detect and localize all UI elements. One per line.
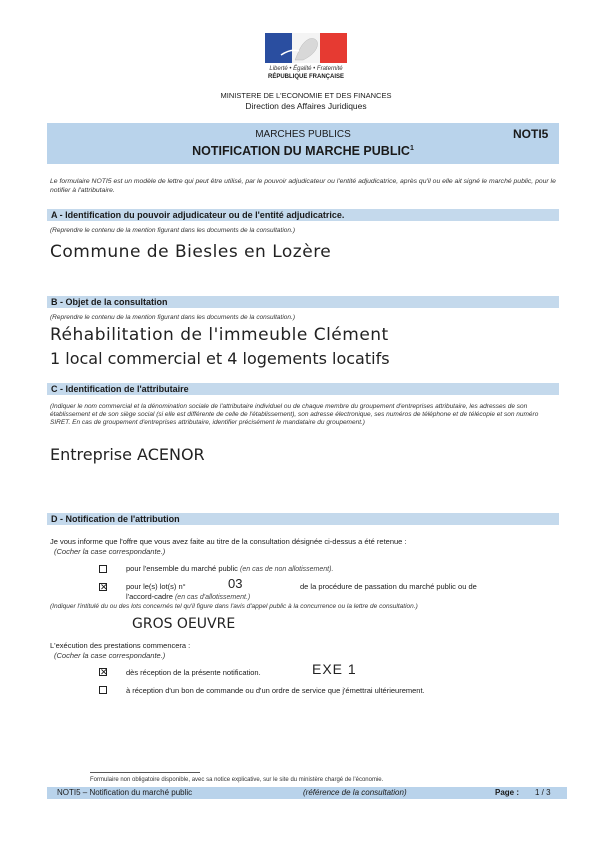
section-c-header: C - Identification de l'attributaire [47, 383, 559, 395]
section-a-note: (Reprendre le contenu de la mention figurant dans les documents de la consultation.) [50, 227, 295, 234]
ministry-name: MINISTERE DE L'ECONOMIE ET DES FINANCES [220, 91, 392, 100]
section-b-note: (Reprendre le contenu de la mention figurant dans les documents de la consultation.) [50, 314, 295, 321]
option2-accord: l'accord-cadre [126, 592, 173, 601]
footnote-text: Formulaire non obligatoire disponible, avec sa notice explicative, sur le site du ministère chargé de l'économie. [90, 777, 384, 783]
option-lots-label-a: pour le(s) lot(s) n° [126, 582, 186, 591]
exec-on-notification-checkbox[interactable]: ✕ [100, 667, 108, 677]
footer-reference: (référence de la consultation) [303, 788, 407, 797]
footer-page-value: 1 / 3 [535, 788, 551, 797]
republic-motto: Liberté • Égalité • Fraternité [269, 66, 343, 72]
title-block [47, 123, 559, 164]
footer-page-label: Page : [495, 788, 520, 797]
republic-logo [265, 33, 347, 63]
exec-handwriting: EXE 1 [312, 661, 357, 677]
option-whole-market-label [126, 564, 333, 574]
option2-note: (en cas d'allotissement.) [174, 594, 251, 601]
republic-name: RÉPUBLIQUE FRANÇAISE [267, 74, 344, 80]
option-lots-label-b: de la procédure de passation du marché public ou de [300, 582, 477, 591]
footer-form-title: NOTI5 – Notification du marché public [57, 788, 193, 797]
option-lots-number: 03 [228, 576, 243, 591]
option1-text: pour l'ensemble du marché public [126, 564, 238, 573]
section-a-header: A - Identification du pouvoir adjudicateur ou de l'entité adjudicatrice. [47, 209, 559, 221]
execution-note: (Cocher la case correspondante.) [54, 651, 166, 660]
section-a-handwriting: Commune de Biesles en Lozère [50, 242, 332, 262]
section-d-intro: Je vous informe que l'offre que vous avez faite au titre de la consultation désignée ci-dessus a été retenue : [50, 537, 407, 546]
footer-bar [47, 787, 567, 799]
title-text: NOTIFICATION DU MARCHE PUBLIC [192, 144, 410, 158]
option-whole-market-checkbox[interactable] [99, 565, 107, 573]
option-lots-checkbox[interactable]: ✕ [100, 582, 108, 592]
exec-on-order-label: à réception d'un bon de commande ou d'un ordre de service que j'émettrai ultérieurement. [126, 686, 425, 695]
section-c-handwriting: Entreprise ACENOR [50, 445, 205, 464]
form-code: NOTI5 [513, 127, 549, 141]
execution-intro: L'exécution des prestations commencera : [50, 641, 191, 650]
section-c-note: (Indiquer le nom commercial et la dénomination sociale de l'attributaire individuel ou de chaque membre du groupement d'entreprises attributaire, les adresses de son établissement et de son siège social (si elle est différente de celle de l'établissement), son adresse électronique, ses numéros de téléphone et de télécopie et son numéro SIRET. En cas de groupement d'entreprises attributaire, identifier précisément le mandataire du groupement.) [50, 403, 539, 426]
section-d-intro-note: (Cocher la case correspondante.) [54, 547, 166, 556]
direction-name: Direction des Affaires Juridiques [245, 101, 367, 111]
section-b-header: B - Objet de la consultation [47, 296, 559, 308]
intro-text: Le formulaire NOTI5 est un modèle de lettre qui peut être utilisé, par le pouvoir adjudicateur ou l'entité adjudicatrice, après qu'il ou elle ait signé le marché public, pour le notifier à l'attributaire. [50, 178, 556, 194]
exec-on-order-checkbox[interactable] [99, 686, 107, 694]
section-d-header: D - Notification de l'attribution [47, 513, 559, 525]
category-label: MARCHES PUBLICS [255, 129, 351, 140]
footnote-divider [90, 772, 200, 773]
page-title [47, 144, 559, 158]
section-b-handwriting-line1: Réhabilitation de l'immeuble Clément [50, 325, 389, 345]
option-lots-label-c [126, 592, 250, 602]
section-b-handwriting-line2: 1 local commercial et 4 logements locatifs [50, 349, 390, 368]
lot-note: (Indiquer l'intitulé du ou des lots concernés tel qu'il figure dans l'avis d'appel public à la concurrence ou la lettre de consultation.) [50, 603, 418, 610]
title-footnote-mark: 1 [409, 144, 414, 152]
exec-on-notification-label: dès réception de la présente notification. [126, 668, 261, 677]
lot-handwriting: GROS OEUVRE [132, 616, 236, 632]
option1-note: (en cas de non allotissement). [240, 566, 334, 573]
